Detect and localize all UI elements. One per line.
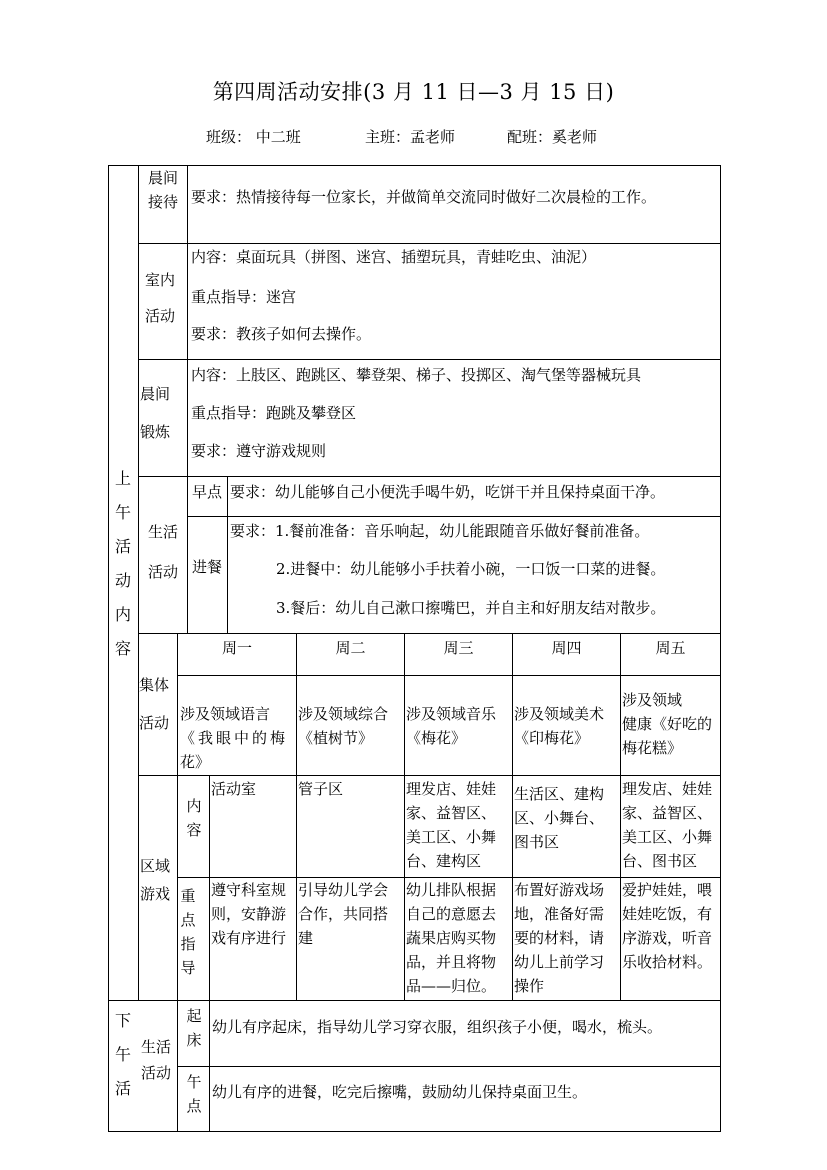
label-snack: 午 点 bbox=[186, 1073, 202, 1115]
label-area: 区域 游戏 bbox=[140, 857, 171, 903]
area-content-tue: 管子区 bbox=[298, 780, 344, 798]
label-pm-life: 生活 活动 bbox=[141, 1038, 172, 1082]
group-activity-fri: 涉及领域 健康《好吃的 梅花糕》 bbox=[622, 691, 713, 757]
indoor-content: 内容：桌面玩具（拼图、迷宫、插塑玩具，青蛙吃虫、油泥） bbox=[191, 248, 597, 266]
meal-line-1: 要求：1.餐前准备：音乐响起，幼儿能跟随音乐做好餐前准备。 bbox=[230, 522, 650, 540]
area-content-thu: 生活区、建构 区、小舞台、 图书区 bbox=[514, 785, 605, 851]
area-focus-tue: 引导幼儿学会 合作，共同搭 建 bbox=[298, 881, 389, 947]
reception-requirement: 要求：热情接待每一位家长，并做简单交流同时做好二次晨检的工作。 bbox=[191, 188, 657, 206]
label-area-content: 内 容 bbox=[186, 797, 202, 839]
head-teacher: 主班：孟老师 bbox=[365, 128, 456, 146]
meal-line-2: 2.进餐中：幼儿能够小手扶着小碗，一口饭一口菜的进餐。 bbox=[276, 560, 666, 578]
area-content-wed: 理发店、娃娃 家、益智区、 美工区、小舞 台、建构区 bbox=[406, 780, 497, 870]
exercise-content: 内容：上肢区、跑跳区、攀登架、梯子、投掷区、淘气堡等器械玩具 bbox=[191, 366, 642, 384]
group-activity-mon: 涉及领域语言 《我眼中的梅 花》 bbox=[180, 705, 289, 771]
label-exercise: 晨间 锻炼 bbox=[140, 385, 171, 441]
area-focus-wed: 幼儿排队根据 自己的意愿去 蔬果店购买物 品，并且将物 品——归位。 bbox=[406, 881, 497, 995]
area-focus-mon: 遵守科室规 则，安静游 戏有序进行 bbox=[211, 881, 287, 947]
label-area-focus: 重 点 指 导 bbox=[180, 887, 196, 977]
class-name: 班级： 中二班 bbox=[206, 128, 301, 146]
area-focus-thu: 布置好游戏场 地，准备好需 要的材料，请 幼儿上前学习 操作 bbox=[514, 881, 605, 995]
day-header: 周三 bbox=[443, 639, 474, 657]
pm-wake-text: 幼儿有序起床，指导幼儿学习穿衣服，组织孩子小便，喝水，梳头。 bbox=[212, 1018, 663, 1036]
label-indoor: 室内 活动 bbox=[145, 271, 176, 325]
pm-snack-text: 幼儿有序的进餐，吃完后擦嘴，鼓励幼儿保持桌面卫生。 bbox=[212, 1083, 588, 1101]
day-header: 周四 bbox=[551, 639, 582, 657]
page-title: 第四周活动安排(3 月 11 日—3 月 15 日) bbox=[212, 80, 615, 104]
section-morning: 上午活动内容 bbox=[114, 469, 131, 658]
indoor-focus: 重点指导：迷宫 bbox=[191, 288, 297, 306]
day-header: 周二 bbox=[335, 639, 366, 657]
day-header: 周五 bbox=[655, 639, 686, 657]
exercise-focus: 重点指导：跑跳及攀登区 bbox=[191, 404, 357, 422]
group-activity-tue: 涉及领域综合 《植树节》 bbox=[298, 705, 389, 747]
day-header: 周一 bbox=[221, 639, 252, 657]
label-breakfast: 早点 bbox=[192, 483, 223, 501]
exercise-requirement: 要求：遵守游戏规则 bbox=[191, 442, 327, 460]
breakfast-requirement: 要求：幼儿能够自己小便洗手喝牛奶，吃饼干并且保持桌面干净。 bbox=[230, 483, 666, 501]
area-content-mon: 活动室 bbox=[211, 780, 257, 798]
label-life: 生活 活动 bbox=[148, 523, 179, 581]
area-focus-fri: 爱护娃娃，喂 娃娃吃饭，有 序游戏，听音 乐收拾材料。 bbox=[622, 881, 713, 971]
label-wake: 起 床 bbox=[186, 1007, 202, 1049]
meal-line-3: 3.餐后：幼儿自己漱口擦嘴巴，并自主和好朋友结对散步。 bbox=[276, 599, 666, 617]
section-afternoon: 下午活 bbox=[114, 1011, 131, 1098]
area-content-fri: 理发店、娃娃 家、益智区、 美工区、小舞 台、图书区 bbox=[622, 780, 713, 870]
indoor-requirement: 要求：教孩子如何去操作。 bbox=[191, 325, 372, 343]
label-group: 集体 活动 bbox=[139, 676, 170, 732]
label-reception: 晨间 接待 bbox=[148, 169, 179, 211]
group-activity-wed: 涉及领域音乐 《梅花》 bbox=[406, 705, 497, 747]
assistant-teacher: 配班：奚老师 bbox=[507, 128, 598, 146]
group-activity-thu: 涉及领域美术 《印梅花》 bbox=[514, 705, 605, 747]
label-meal: 进餐 bbox=[192, 558, 223, 576]
